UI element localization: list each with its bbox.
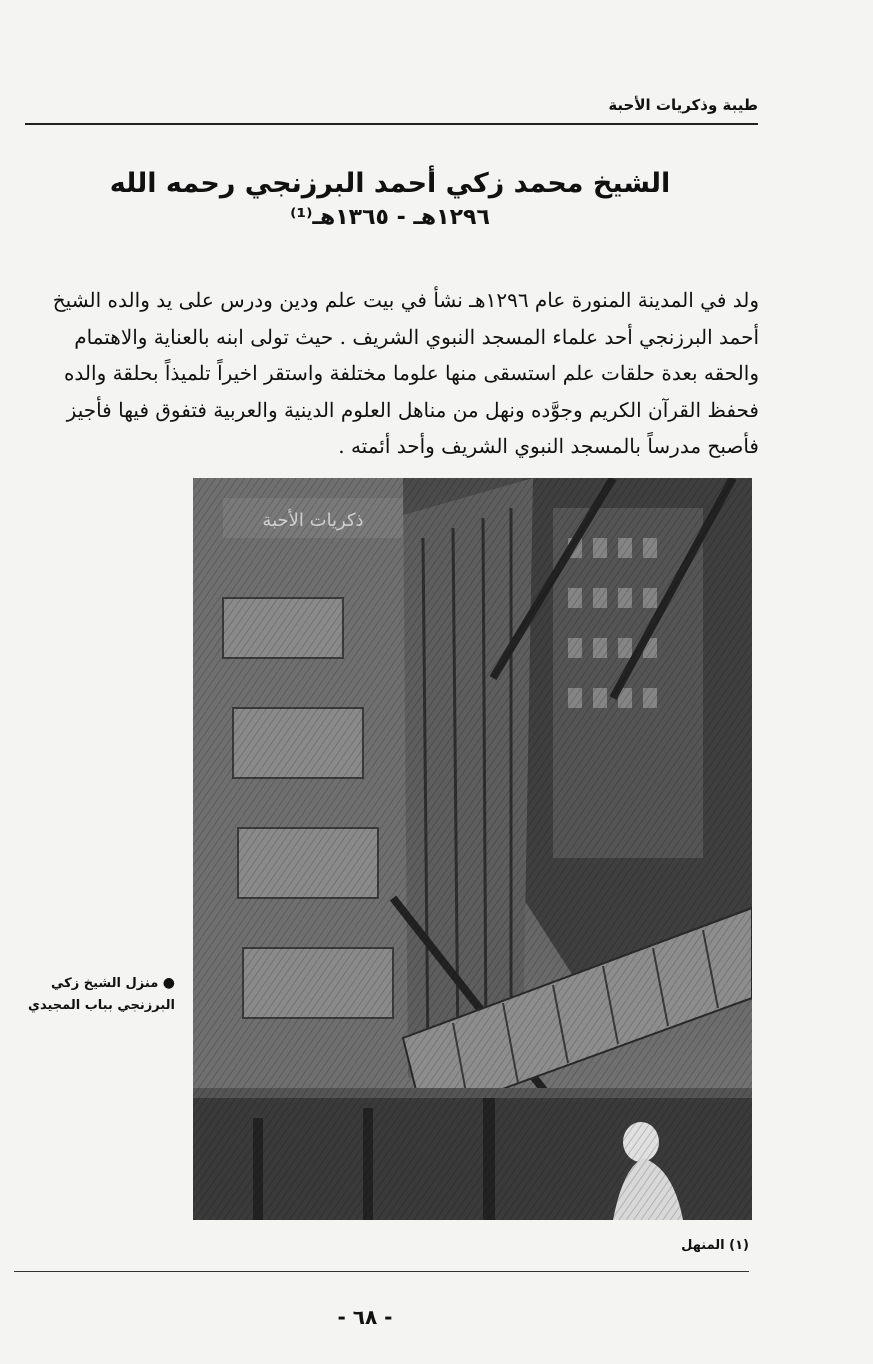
running-header: طيبة وذكريات الأحبة: [608, 96, 758, 114]
article-title: الشيخ محمد زكي أحمد البرزنجي رحمه الله: [109, 168, 671, 199]
bullet-icon: ●: [162, 975, 175, 991]
footnote-rule: [14, 1271, 749, 1272]
footnote: (١) المنهل: [681, 1238, 749, 1253]
photo-caption: [20, 972, 175, 1017]
body-line: ولد في المدينة المنورة عام ١٢٩٦هـ نشأ في بيت علم ودين ودرس على يد والده الشيخ: [52, 288, 759, 312]
house-photo-drawing: [193, 478, 752, 1220]
photo-sign-text: ذكريات الأحبة: [262, 510, 364, 531]
caption-line: البرزنجي بباب المجيدي: [28, 998, 175, 1013]
body-line: فحفظ القرآن الكريم وجوَّده ونهل من مناهل العلوم الدينية والعربية فتفوق فيها فأجيز: [66, 397, 759, 422]
header-rule: [25, 123, 758, 125]
body-line: والحقه بعدة حلقات علم استسقى منها علوما مختلفة واستقر اخيراً تلميذاً بحلقة والده: [63, 361, 759, 385]
house-photo: [193, 478, 752, 1220]
body-line: أحمد البرزنجي أحد علماء المسجد النبوي الشريف . حيث تولى ابنه بالعناية والاهتمام: [74, 324, 759, 349]
body-paragraph: [14, 282, 759, 465]
body-line: فأصبح مدرساً بالمسجد النبوي الشريف وأحد أئمته .: [338, 434, 759, 458]
caption-line: منزل الشيخ زكي: [51, 976, 159, 991]
article-dates: ١٢٩٦هـ - ١٣٦٥هـ⁽¹⁾: [290, 205, 490, 230]
page-number: - ٦٨ -: [337, 1305, 393, 1329]
